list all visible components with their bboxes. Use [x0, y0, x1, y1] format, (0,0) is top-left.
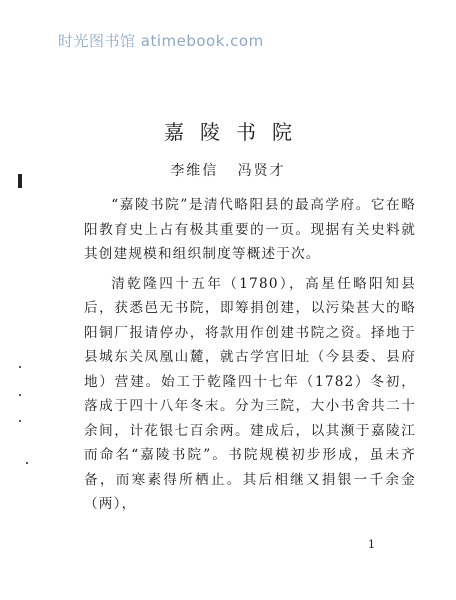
paragraph: 清乾隆四十五年（1780），高星任略阳知县后，获悉邑无书院，即筹捐创建，以污染甚大的略阳铜厂报请停办，将款用作创建书院之资。择地于县城东关凤凰山麓，就古学宫旧址（今县委、县府地）营建。始工于乾隆四十七年（1782）冬初，落成于四十八年冬末。分为三院，大小书舍共二十余间，计花银七百余两。建成后，以其濒于嘉陵江而命名“嘉陵书院”。书院规模初步形成，虽未齐备，而寒素得所栖止。其后相继又捐银一千余金（两），	[84, 275, 416, 512]
scan-mark	[19, 394, 21, 396]
article-body	[84, 193, 416, 522]
scan-mark	[26, 462, 28, 464]
scan-mark	[19, 420, 21, 422]
watermark: 时光图书馆 atimebook.com	[58, 32, 264, 50]
page-number: 1	[368, 538, 375, 551]
authors: 李维信 冯贤才	[170, 163, 286, 179]
page-title: 嘉陵书院	[164, 120, 308, 144]
scan-mark	[19, 366, 21, 368]
paragraph: “嘉陵书院”是清代略阳县的最高学府。它在略阳教育史上占有极其重要的一页。现据有关史料就其创建规模和组织制度等概述于次。	[84, 197, 416, 262]
